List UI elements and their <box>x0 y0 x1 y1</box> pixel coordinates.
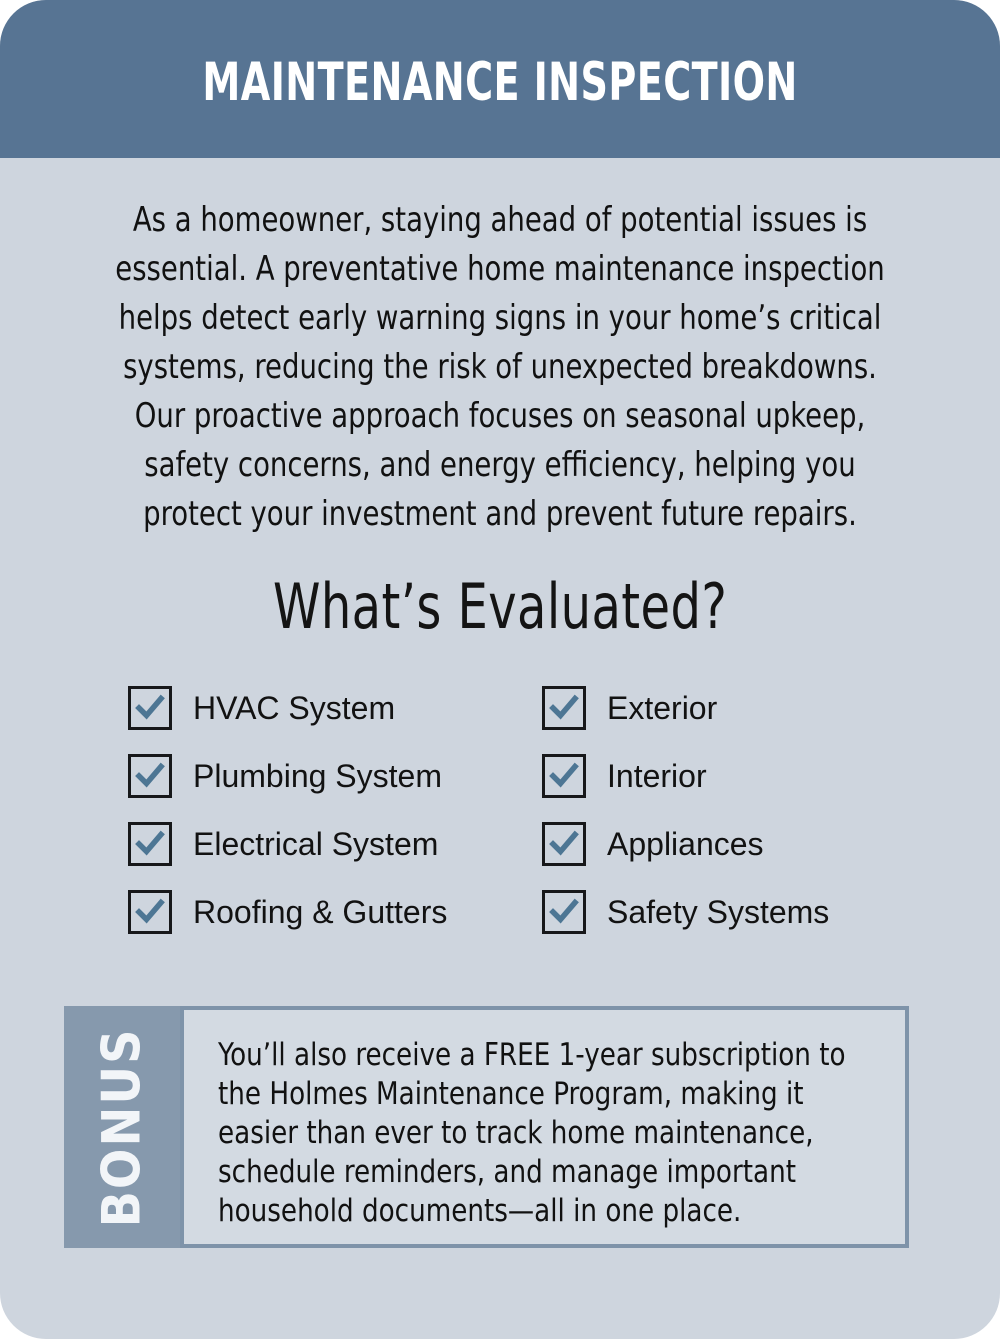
checklist-item-label: Exterior <box>607 690 718 726</box>
checklist-item-interior[interactable] <box>542 742 922 810</box>
checklist-column-left <box>128 674 542 946</box>
bonus-tab-label: BONUS <box>91 1027 153 1227</box>
bonus-tab <box>64 1006 180 1248</box>
checklist-item-appliances[interactable] <box>542 810 922 878</box>
checkbox-checked-icon[interactable] <box>542 890 586 934</box>
checklist-column-right <box>542 674 922 946</box>
checklist-item-electrical-system[interactable] <box>128 810 542 878</box>
bonus-text <box>218 1036 889 1231</box>
checkbox-checked-icon[interactable] <box>128 754 172 798</box>
checklist-item-roofing-and-gutters[interactable] <box>128 878 542 946</box>
checklist-item-label: Safety Systems <box>607 894 830 930</box>
checkbox-checked-icon[interactable] <box>128 890 172 934</box>
evaluated-heading <box>0 572 1000 642</box>
intro-paragraph <box>60 196 940 539</box>
checkbox-checked-icon[interactable] <box>128 822 172 866</box>
card-header <box>0 0 1000 158</box>
bonus-section <box>64 1006 909 1248</box>
bonus-body <box>180 1006 909 1248</box>
evaluated-checklist <box>0 674 1000 946</box>
checkbox-checked-icon[interactable] <box>542 822 586 866</box>
intro-paragraph-text: As a homeowner, staying ahead of potential issues is essential. A preventative home maintenance inspection helps detect early warning signs in your home’s critical systems, reducing the risk of unexpected breakdowns. Our proactive approach focuses on seasonal upkeep, safety concerns, and energy efficiency, helping you protect your investment and prevent future repairs. <box>115 200 885 534</box>
checklist-item-plumbing-system[interactable] <box>128 742 542 810</box>
checklist-item-label: Interior <box>607 758 707 794</box>
checklist-item-label: Electrical System <box>193 826 439 862</box>
checkbox-checked-icon[interactable] <box>542 686 586 730</box>
evaluated-heading-text: What’s Evaluated? <box>272 570 728 643</box>
checklist-item-label: Roofing & Gutters <box>193 894 448 930</box>
checklist-item-hvac-system[interactable] <box>128 674 542 742</box>
checklist-item-label: HVAC System <box>193 690 396 726</box>
page-title: MAINTENANCE INSPECTION <box>202 51 798 113</box>
checkbox-checked-icon[interactable] <box>128 686 172 730</box>
checkbox-checked-icon[interactable] <box>542 754 586 798</box>
checklist-item-exterior[interactable] <box>542 674 922 742</box>
checklist-item-label: Appliances <box>607 826 764 862</box>
checklist-item-safety-systems[interactable] <box>542 878 922 946</box>
bonus-text-content: You’ll also receive a FREE 1-year subscription to the Holmes Maintenance Program, making it easier than ever to track home maintenance, schedule reminders, and manage important household documents—all in one place. <box>218 1037 846 1229</box>
checklist-item-label: Plumbing System <box>193 758 442 794</box>
